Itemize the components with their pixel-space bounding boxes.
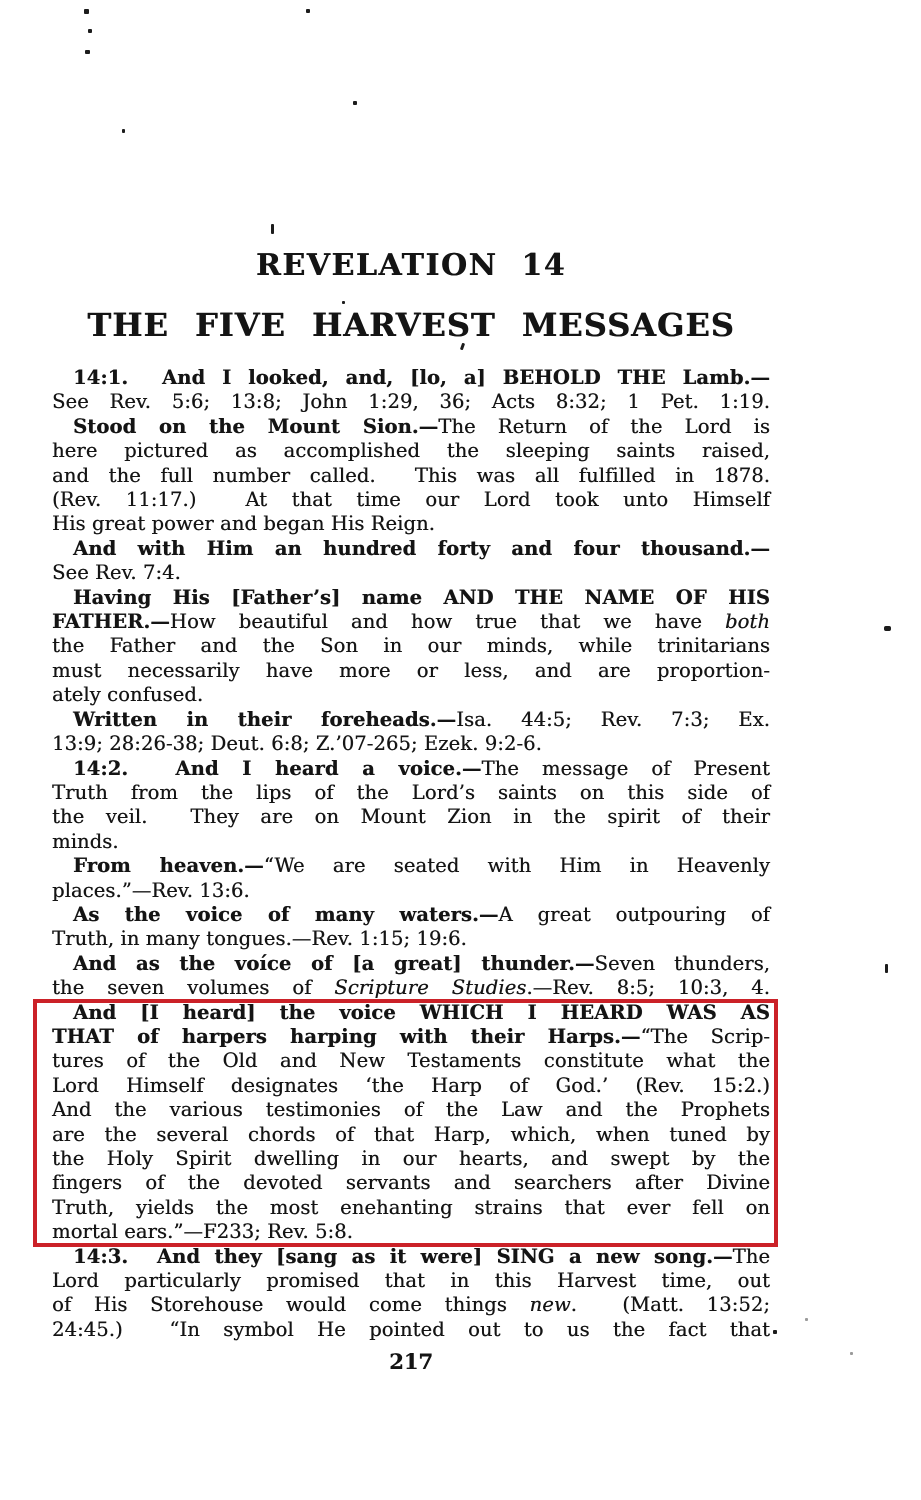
text-line: Truth, in many tongues.—Rev. 1:15; 19:6. bbox=[52, 927, 467, 951]
text-line: ately confused. bbox=[52, 683, 204, 707]
text-line: tures of the Old and New Testaments constitute what the bbox=[52, 1049, 770, 1073]
scan-speck bbox=[353, 101, 357, 105]
text-line: Lord particularly promised that in this Harvest time, out bbox=[52, 1269, 770, 1293]
text-line: See Rev. 5:6; 13:8; John 1:29, 36; Acts 8:32; 1 Pet. 1:19. bbox=[52, 390, 770, 414]
paragraph bbox=[52, 1245, 770, 1343]
text-line: fingers of the devoted servants and searchers after Divine bbox=[52, 1171, 770, 1195]
text-line: 14:3. And they [sang as it were] SING a new song.—The bbox=[73, 1244, 770, 1268]
text-line: and the full number called. This was all fulfilled in 1878. bbox=[52, 463, 770, 487]
text-line: minds. bbox=[52, 829, 119, 853]
scan-speck bbox=[84, 9, 89, 14]
text-line: the Father and the Son in our minds, while trinitarians bbox=[52, 634, 770, 658]
text-line: 13:9; 28:26-38; Deut. 6:8; Z.’07-265; Ezek. 9:2-6. bbox=[52, 732, 542, 756]
text-line: And with Him an hundred forty and four thousand.— bbox=[73, 536, 770, 560]
scan-speck bbox=[342, 301, 345, 304]
paragraph bbox=[52, 757, 770, 855]
section-heading: THE FIVE HARVEST MESSAGES bbox=[87, 306, 735, 344]
text-line: the seven volumes of Scripture Studies.—Rev. 8:5; 10:3, 4. bbox=[52, 976, 770, 1000]
paragraph bbox=[52, 854, 770, 903]
text-line: here pictured as accomplished the sleeping saints raised, bbox=[52, 439, 770, 463]
text-line: are the several chords of that Harp, which, when tuned by bbox=[52, 1122, 770, 1146]
text-line: of His Storehouse would come things new. (Matt. 13:52; bbox=[52, 1293, 771, 1317]
paragraph-highlighted bbox=[52, 1001, 770, 1245]
scan-speck bbox=[271, 224, 274, 234]
page-body bbox=[52, 366, 770, 1342]
text-line: And the various testimonies of the Law and the Prophets bbox=[52, 1098, 770, 1122]
text-line: His great power and began His Reign. bbox=[52, 512, 435, 536]
scan-speck bbox=[850, 1352, 853, 1355]
text-line: And as the voíce of [a great] thunder.—Seven thunders, bbox=[73, 951, 771, 975]
text-line: (Rev. 11:17.) At that time our Lord took unto Himself bbox=[52, 488, 770, 512]
text-line: Having His [Father’s] name AND THE NAME OF HIS bbox=[73, 585, 770, 609]
text-line: Lord Himself designates ‘the Harp of God.’ (Rev. 15:2.) bbox=[52, 1073, 770, 1097]
paragraph bbox=[52, 708, 770, 757]
text-line: From heaven.—“We are seated with Him in Heavenly bbox=[73, 854, 770, 878]
scan-speck bbox=[306, 9, 310, 13]
scan-speck bbox=[884, 626, 891, 631]
text-line: the Holy Spirit dwelling in our hearts, and swept by the bbox=[52, 1147, 770, 1170]
scan-speck bbox=[773, 1330, 777, 1334]
text-line: must necessarily have more or less, and are proportion- bbox=[52, 658, 770, 682]
text-line: mortal ears.”—F233; Rev. 5:8. bbox=[52, 1220, 353, 1244]
scan-speck bbox=[88, 29, 92, 33]
paragraph bbox=[52, 952, 770, 1001]
paragraph bbox=[52, 903, 770, 952]
paragraph bbox=[52, 415, 770, 537]
paragraph bbox=[52, 586, 770, 708]
text-line: THAT of harpers harping with their Harps.—“The Scrip- bbox=[52, 1024, 770, 1048]
text-line: Stood on the Mount Sion.—The Return of the Lord is bbox=[73, 414, 770, 438]
scan-speck bbox=[122, 129, 125, 133]
text-line: 14:1. And I looked, and, [lo, a] BEHOLD THE Lamb.— bbox=[73, 366, 770, 389]
chapter-heading: REVELATION 14 bbox=[255, 248, 567, 283]
text-line: Truth, yields the most enehanting strains that ever fell on bbox=[52, 1195, 770, 1219]
text-line: the veil. They are on Mount Zion in the spirit of their bbox=[52, 805, 770, 829]
text-line: places.”—Rev. 13:6. bbox=[52, 878, 250, 902]
text-line: Truth from the lips of the Lord’s saints on this side of bbox=[52, 780, 770, 804]
text-line: FATHER.—How beautiful and how true that we have both bbox=[52, 610, 770, 634]
page-number: 217 bbox=[389, 1349, 433, 1374]
text-line: 14:2. And I heard a voice.—The message of Present bbox=[73, 756, 770, 780]
paragraph bbox=[52, 366, 770, 415]
text-line: 24:45.) “In symbol He pointed out to us the fact that bbox=[52, 1317, 770, 1341]
text-line: See Rev. 7:4. bbox=[52, 561, 181, 585]
text-line: And [I heard] the voice WHICH I HEARD WAS AS bbox=[73, 1000, 770, 1024]
text-line: Written in their foreheads.—Isa. 44:5; Rev. 7:3; Ex. bbox=[73, 707, 770, 731]
paragraph bbox=[52, 537, 770, 586]
text-line: As the voice of many waters.—A great outpouring of bbox=[73, 902, 770, 926]
scan-speck bbox=[805, 1318, 808, 1321]
scan-speck bbox=[885, 964, 888, 973]
scan-speck bbox=[85, 50, 90, 54]
